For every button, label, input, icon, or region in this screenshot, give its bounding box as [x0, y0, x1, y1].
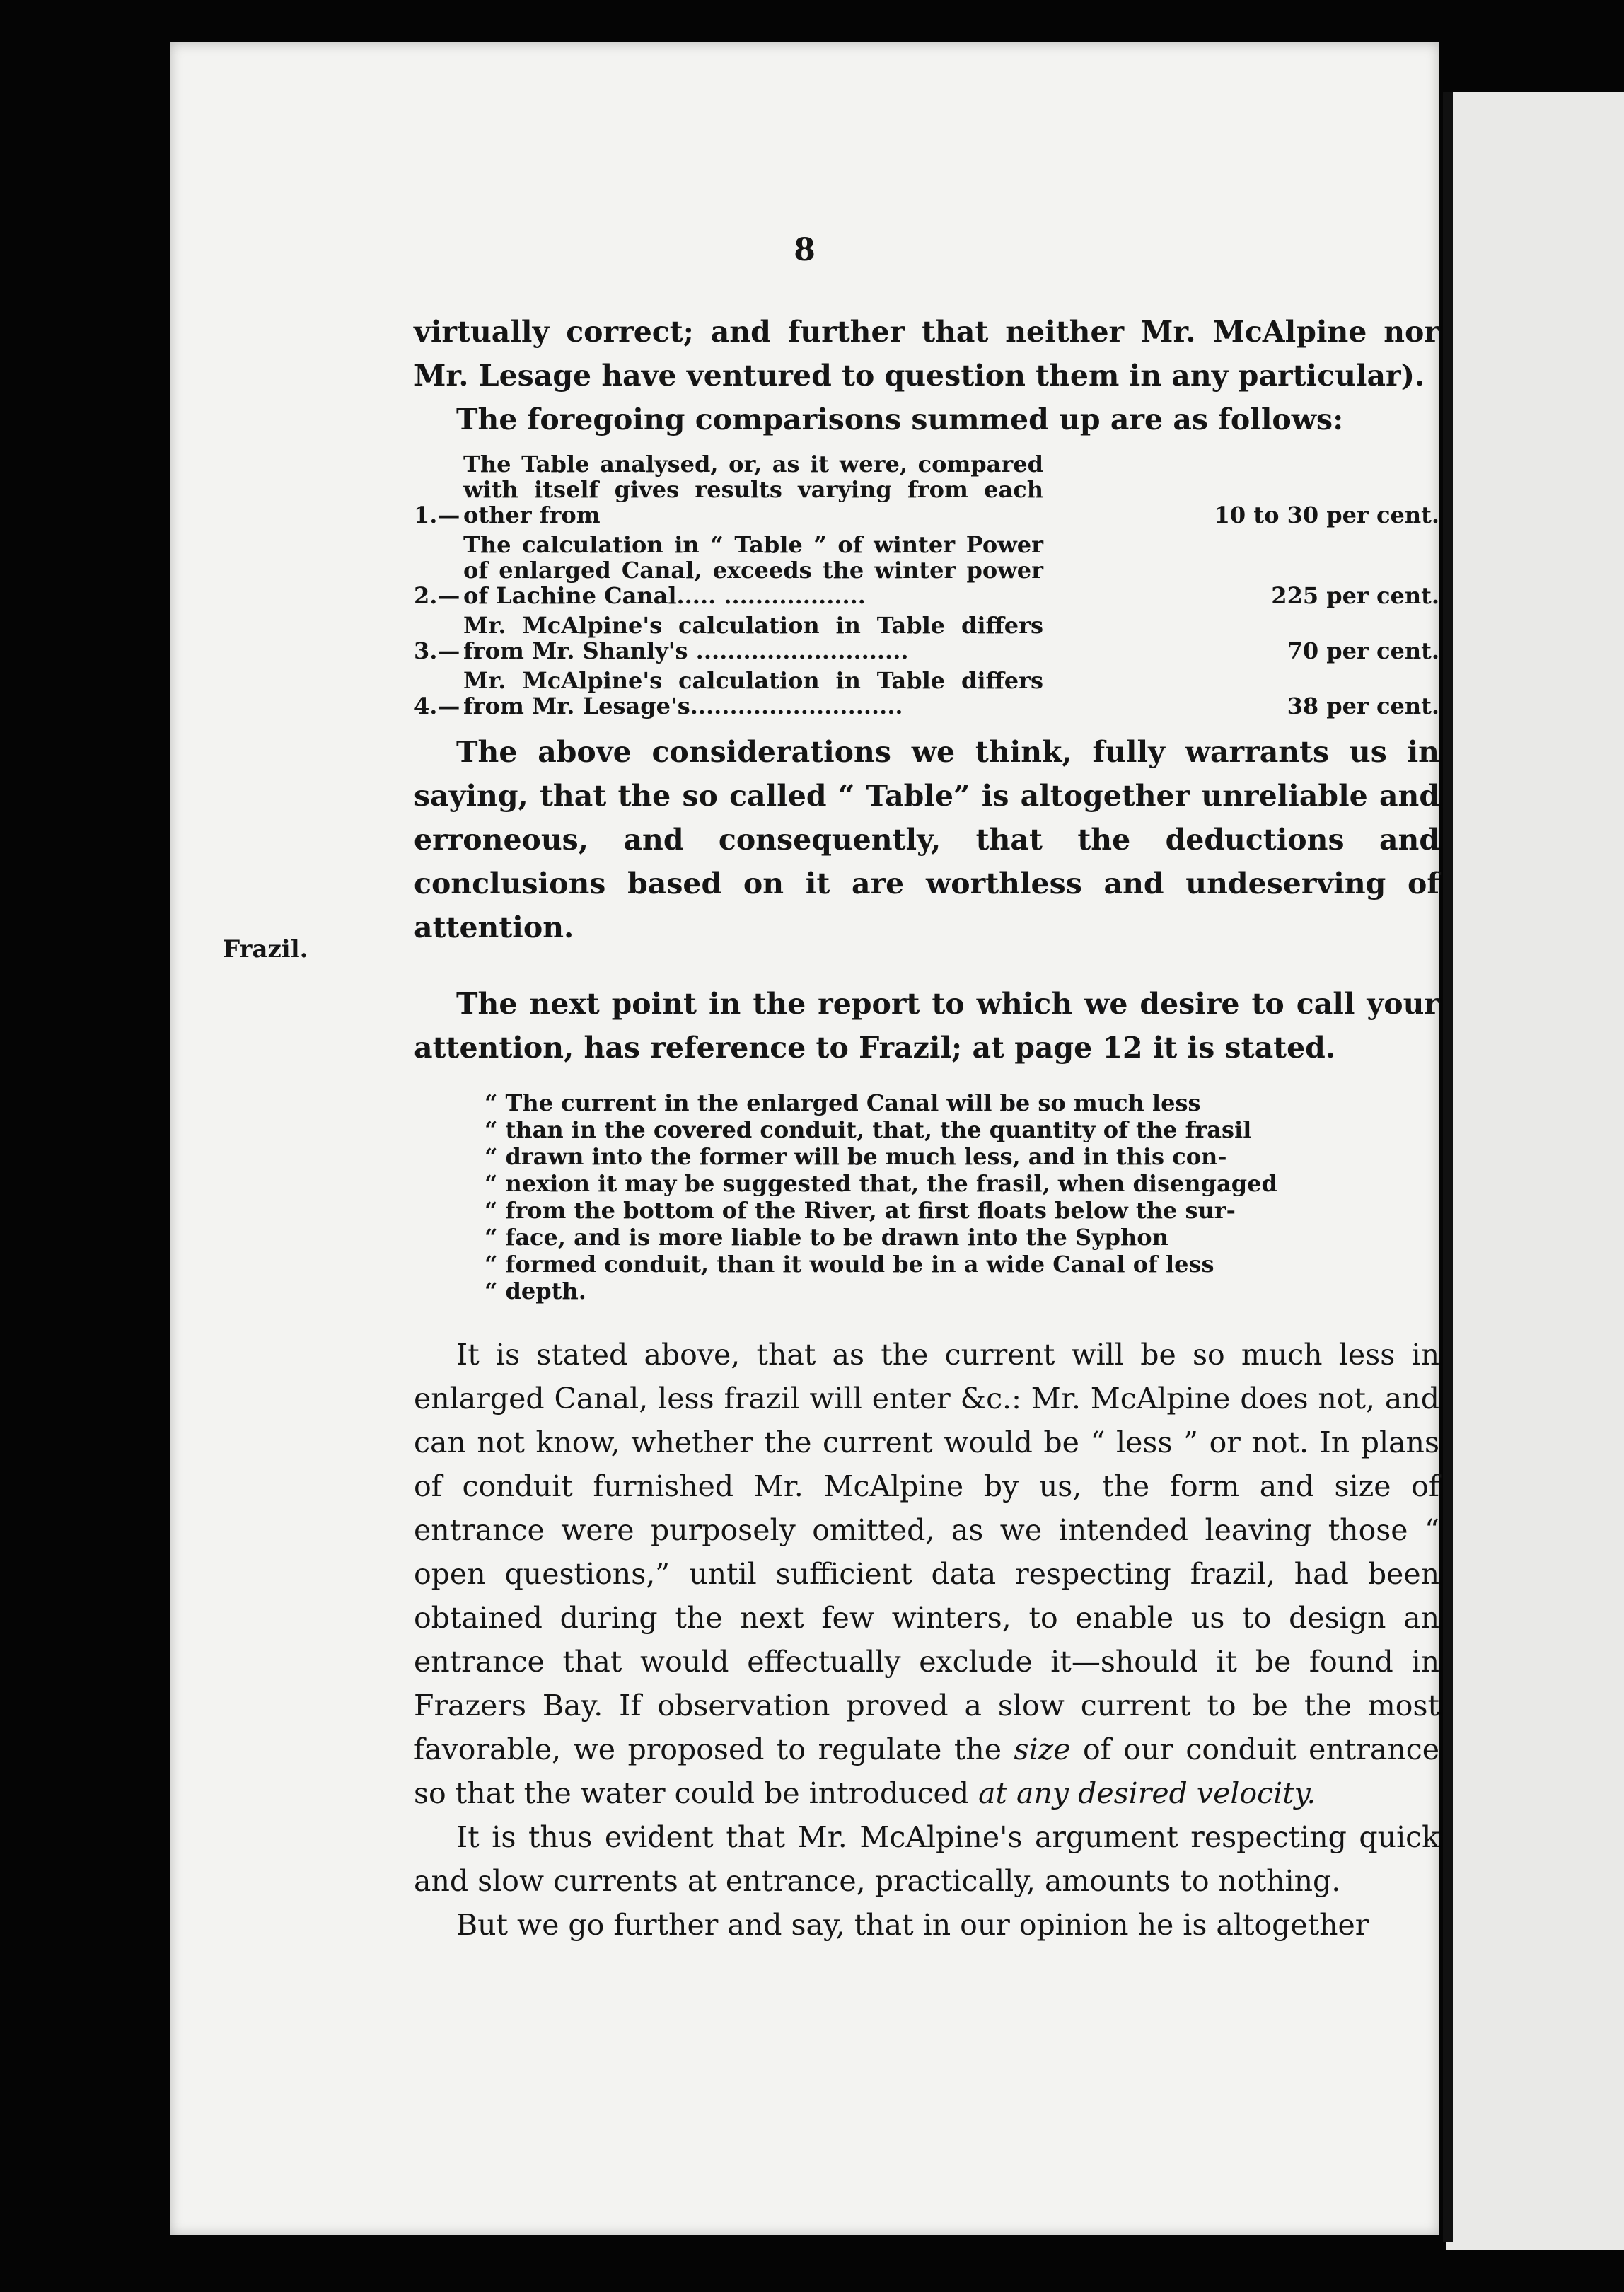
- quote-line: “ depth.: [485, 1278, 586, 1304]
- block-quote: [485, 1089, 1397, 1304]
- item-number: 1.—: [414, 502, 460, 528]
- item-number: 2.—: [414, 582, 460, 609]
- list-item: [414, 613, 1439, 664]
- item-text: The calculation in “ Table ” of winter Power of enlarged Canal, exceeds the winter power of Lachine Canal..... ..................: [463, 531, 1043, 609]
- list-item: [414, 532, 1439, 608]
- paragraph: But we go further and say, that in our opinion he is altogether: [456, 1908, 1369, 1942]
- quote-line: “ formed conduit, than it would be in a wide Canal of less: [485, 1251, 1214, 1278]
- document-page: [170, 42, 1439, 2235]
- item-value: 10 to 30 per cent.: [1214, 502, 1439, 528]
- item-text: Mr. McAlpine's calculation in Table differs from Mr. Lesage's...........................: [463, 667, 1043, 719]
- item-number: 3.—: [414, 637, 460, 664]
- paragraph: It is thus evident that Mr. McAlpine's argument respecting quick and slow currents at entrance, practically, amounts to nothing.: [414, 1820, 1439, 1898]
- list-item: [414, 451, 1439, 528]
- paragraph: The foregoing comparisons summed up are as follows:: [456, 403, 1344, 436]
- next-page-edge: [1446, 92, 1624, 2250]
- paragraph: The next point in the report to which we desire to call your attention, has reference to Frazil; at page 12 it is stated.: [414, 987, 1439, 1065]
- page-gutter: [1443, 92, 1453, 2242]
- paragraph: The above considerations we think, fully warrants us in saying, that the so called “ Table” is altogether unreliable and erroneous, and consequently, that the deductions and conclusions based on it are worthless and undeserving of attention.: [414, 735, 1439, 944]
- list-item: [414, 668, 1439, 719]
- quote-line: “ than in the covered conduit, that, the quantity of the frasil: [485, 1116, 1252, 1143]
- comparison-list: [414, 451, 1439, 719]
- quote-line: “ drawn into the former will be much less, and in this con-: [485, 1143, 1227, 1170]
- quote-line: “ from the bottom of the River, at first floats below the sur-: [485, 1197, 1236, 1224]
- margin-note: Frazil.: [223, 935, 308, 963]
- item-value: 225 per cent.: [1271, 582, 1439, 609]
- page-number: 8: [794, 232, 816, 268]
- page-body: [414, 310, 1439, 1947]
- item-value: 70 per cent.: [1287, 637, 1439, 664]
- item-number: 4.—: [414, 693, 460, 719]
- quote-line: “ The current in the enlarged Canal will be so much less: [485, 1089, 1201, 1116]
- paragraph: virtually correct; and further that neither Mr. McAlpine nor Mr. Lesage have ventured to question them in any particular).: [414, 315, 1439, 393]
- italic-text: at any desired velocity.: [978, 1776, 1316, 1810]
- item-value: 38 per cent.: [1287, 693, 1439, 719]
- quote-line: “ nexion it may be suggested that, the frasil, when disengaged: [485, 1170, 1277, 1197]
- quote-line: “ face, and is more liable to be drawn into the Syphon: [485, 1224, 1168, 1251]
- paragraph: [414, 1333, 1439, 1815]
- text-run: of our conduit entrance so that the water could be introduced: [414, 1732, 1440, 1810]
- text-run: It is stated above, that as the current will be so much less in enlarged Canal, less frazil will enter &c.: Mr. McAlpine does not, and can not know, whether the current would be “ less ” or not. In plans of conduit furnished Mr. McAlpine by us, the form and size of entrance were purposely omitted, as we intended leaving those “ open questions,” until sufficient data respecting frazil, had been obtained during the next few winters, to enable us to design an entrance that would effectually exclude it—should it be found in Frazers Bay. If observation proved a slow current to be the most favorable, we proposed to regulate the: [414, 1338, 1439, 1766]
- italic-text: size: [1014, 1732, 1071, 1766]
- item-text: The Table analysed, or, as it were, compared with itself gives results varying from each other from: [463, 451, 1043, 528]
- item-text: Mr. McAlpine's calculation in Table differs from Mr. Shanly's ...........................: [463, 612, 1043, 664]
